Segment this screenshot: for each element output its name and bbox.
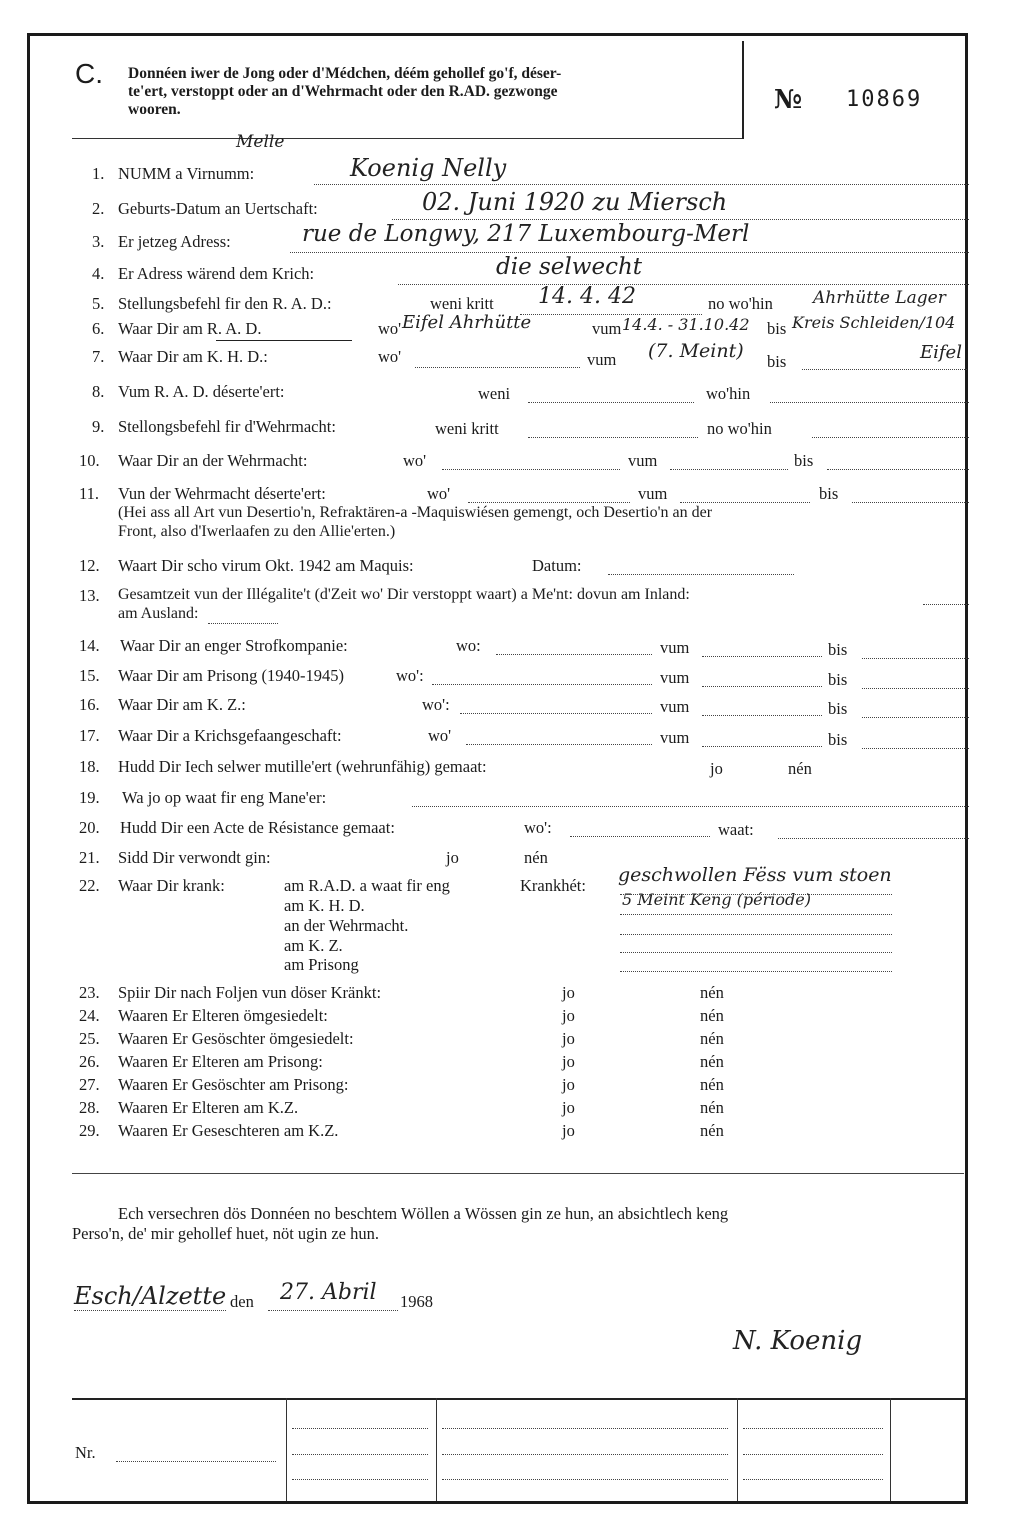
row-number: 26. (79, 1052, 100, 1071)
header-title-line3: wooren. (128, 101, 181, 118)
row-number: 15. (79, 666, 100, 685)
birth-value: 02. Juni 1920 zu Miersch (422, 188, 728, 216)
fill-line (608, 574, 794, 575)
row-label: Er jetzeg Adress: (118, 232, 231, 251)
sub-label: bis (828, 730, 848, 749)
sub-label: bis (828, 640, 848, 659)
sub-label: wo' (378, 319, 402, 338)
yes-option[interactable]: jo (562, 1121, 575, 1140)
yes-option[interactable]: jo (562, 1006, 575, 1025)
fill-line (702, 686, 822, 687)
fill-line (442, 469, 620, 470)
no-option[interactable]: nén (524, 848, 548, 867)
fill-line (923, 604, 969, 605)
fill-line (812, 437, 969, 438)
sub-label: no wo'hin (708, 294, 773, 313)
row-label: Stellongsbefehl fir d'Wehrmacht: (118, 417, 336, 436)
row-label: Waaren Er Gesöschter am Prisong: (118, 1075, 349, 1094)
sub-label: wo' (427, 484, 451, 503)
sub-label: weni kritt (435, 419, 499, 438)
sub-label: bis (819, 484, 839, 503)
fill-line (432, 684, 652, 685)
fill-line (702, 746, 822, 747)
row-label: Waaren Er Geseschteren am K.Z. (118, 1121, 339, 1140)
fill-line (468, 502, 630, 503)
row-number: 22. (79, 876, 100, 895)
row-label: Gesamtzeit vun der Illégalite't (d'Zeit wo' Dir verstoppt waart) a Me'nt: dovun am Inland: (118, 586, 690, 603)
maiden-name-note: Melle (236, 132, 285, 152)
row-label: Waar Dir krank: (118, 876, 225, 895)
no-option[interactable]: nén (700, 1075, 724, 1094)
fill-line (862, 658, 969, 659)
row-label: Waar Dir am Prisong (1940-1945) (118, 666, 344, 685)
no-option[interactable]: nén (700, 1006, 724, 1025)
row-label: Waar Dir a Krichsgefaangeschaft: (118, 726, 342, 745)
fill-line (460, 713, 652, 714)
no-option[interactable]: nén (700, 1052, 724, 1071)
khd-place: Eifel (920, 342, 962, 363)
row-number: 19. (79, 788, 100, 807)
sub-label: vum (660, 668, 690, 687)
den-label: den (230, 1292, 254, 1311)
fill-line (442, 1454, 728, 1455)
fill-line (802, 369, 967, 370)
sub-label: vum (628, 451, 658, 470)
fill-line (442, 1479, 728, 1480)
row-number: 9. (92, 417, 105, 436)
sub-label: wo' (428, 726, 452, 745)
nr-label: Nr. (75, 1443, 96, 1462)
row-label: Wa jo op waat fir eng Mane'er: (122, 788, 327, 807)
sub-label: am Ausland: (118, 605, 199, 622)
fill-line (680, 502, 810, 503)
sub-label: an der Wehrmacht. (284, 916, 409, 935)
row-label: NUMM a Virnumm: (118, 164, 255, 183)
row-label: Waar Dir an der Wehrmacht: (118, 451, 308, 470)
row-number: 5. (92, 294, 105, 313)
row-number: 29. (79, 1121, 100, 1140)
fill-line (862, 717, 969, 718)
footer-top-rule (72, 1398, 965, 1400)
declaration-line1: Ech versechren dös Donnéen no beschtem Wöllen a Wössen gin ze hun, an absichtlech keng (118, 1204, 729, 1223)
fill-line (670, 469, 788, 470)
fill-line (314, 184, 969, 185)
illness-value-2: 5 Meint Keng (période) (622, 890, 811, 909)
row-number: 2. (92, 199, 105, 218)
fill-line (862, 748, 969, 749)
sub-label: wo'hin (706, 384, 751, 403)
fill-line (702, 656, 822, 657)
yes-option[interactable]: jo (710, 759, 723, 778)
signature-date: 27. Abril (280, 1280, 377, 1305)
fill-line (827, 469, 969, 470)
sub-label: no wo'hin (707, 419, 772, 438)
form-sheet (27, 33, 968, 1504)
header-title-line1: Donnéen iwer de Jong oder d'Médchen, déém gehollef go'f, déser- (128, 65, 562, 82)
fill-line (620, 914, 892, 915)
fill-line (743, 1479, 883, 1480)
name-value: Koenig Nelly (350, 154, 507, 182)
fill-line (412, 806, 969, 807)
row-number: 1. (92, 164, 105, 183)
no-option[interactable]: nén (700, 1121, 724, 1140)
number-sign: № (774, 85, 803, 115)
fill-line (770, 402, 969, 403)
fill-line (620, 971, 892, 972)
fill-line (620, 894, 892, 895)
sub-label: Krankhét: (520, 876, 586, 895)
sub-label: wo': (396, 666, 424, 685)
no-option[interactable]: nén (700, 1098, 724, 1117)
yes-option[interactable]: jo (446, 848, 459, 867)
row-number: 7. (92, 347, 105, 366)
row-label: Waart Dir scho virum Okt. 1942 am Maquis: (118, 556, 414, 575)
header-divider (742, 41, 744, 139)
sub-label: wo': (524, 818, 552, 837)
fill-line (852, 502, 969, 503)
row-label: Waaren Er Elteren am K.Z. (118, 1098, 299, 1117)
sub-label: vum (660, 638, 690, 657)
sub-label: wo' (403, 451, 427, 470)
row-label: Waar Dir am K. Z.: (118, 695, 246, 714)
sub-label: waat: (718, 820, 754, 839)
row-label: Waar Dir am R. A. D. (118, 319, 262, 338)
declaration-line2: Perso'n, de' mir gehollef huet, nöt ugin ze hun. (72, 1224, 380, 1243)
row-label: Vum R. A. D. déserte'ert: (118, 382, 285, 401)
fill-line (116, 1461, 276, 1462)
row-label: Vun der Wehrmacht déserte'ert: (118, 484, 326, 503)
fill-line (392, 219, 969, 220)
sub-label: am K. H. D. (284, 896, 365, 915)
no-option[interactable]: nén (788, 759, 812, 778)
fill-line (292, 1479, 428, 1480)
header-title-line2: te'ert, verstoppt oder an d'Wehrmacht oder den R.AD. gezwonge (128, 83, 558, 100)
footer-col-divider (286, 1398, 287, 1501)
sub-label: vum (592, 319, 622, 338)
footer-col-divider (890, 1398, 891, 1501)
sub-label: bis (767, 352, 787, 371)
address-value: rue de Longwy, 217 Luxembourg-Merl (302, 221, 750, 247)
row-number: 25. (79, 1029, 100, 1048)
sub-label: weni (478, 384, 511, 403)
fill-line (620, 952, 892, 953)
sub-label: vum (638, 484, 668, 503)
yes-option[interactable]: jo (562, 1029, 575, 1048)
war-address-value: die selwecht (496, 254, 643, 280)
row-number: 8. (92, 382, 105, 401)
fill-line (415, 367, 580, 368)
fill-line (442, 1428, 728, 1429)
fill-line (620, 934, 892, 935)
rad-destination: Ahrhütte Lager (813, 288, 946, 308)
fill-line (74, 1310, 226, 1311)
row-number: 27. (79, 1075, 100, 1094)
underline-mark (216, 340, 352, 341)
fill-line (208, 623, 278, 624)
row-label: Waaren Er Elteren ömgesiedelt: (118, 1006, 328, 1025)
signature-name: N. Koenig (733, 1326, 863, 1356)
fill-line (528, 437, 698, 438)
sub-label: bis (828, 670, 848, 689)
row-number: 17. (79, 726, 100, 745)
row-number: 12. (79, 556, 100, 575)
fill-line (496, 654, 652, 655)
sub-label: am K. Z. (284, 936, 343, 955)
fill-line (528, 402, 694, 403)
sub-label: vum (660, 697, 690, 716)
fill-line (290, 252, 969, 253)
illness-value: geschwollen Fëss vum stoen (618, 864, 892, 886)
sub-label: am Prisong (284, 955, 359, 974)
sub-label: weni kritt (430, 294, 494, 313)
fill-line (292, 1428, 428, 1429)
row-number: 3. (92, 232, 105, 251)
row-label: Spiir Dir nach Foljen vun döser Kränkt: (118, 983, 382, 1002)
row-number: 20. (79, 818, 100, 837)
sub-label: bis (794, 451, 814, 470)
fill-line (466, 744, 652, 745)
row-number: 13. (79, 586, 100, 605)
yes-option[interactable]: jo (562, 1098, 575, 1117)
row-number: 18. (79, 757, 100, 776)
yes-option[interactable]: jo (562, 983, 575, 1002)
rad-place: Eifel Ahrhütte (402, 312, 532, 333)
row-label: Waar Dir am K. H. D.: (118, 347, 268, 366)
yes-option[interactable]: jo (562, 1075, 575, 1094)
row-label: Hudd Dir Iech selwer mutille'ert (wehrunfähig) gemaat: (118, 757, 487, 776)
sub-label: vum (660, 728, 690, 747)
row-note: Front, also d'Iwerlaafen zu den Allie'erten.) (118, 523, 396, 540)
row-number: 4. (92, 264, 105, 283)
sub-label: wo: (456, 636, 481, 655)
section-rule (72, 1173, 964, 1174)
sub-label: bis (767, 319, 787, 338)
sub-label: bis (828, 699, 848, 718)
row-label: Waaren Er Gesöschter ömgesiedelt: (118, 1029, 354, 1048)
row-label: Stellungsbefehl fir den R. A. D.: (118, 294, 332, 313)
row-number: 16. (79, 695, 100, 714)
sub-label: wo': (422, 695, 450, 714)
rad-period: 14.4. - 31.10.42 (622, 315, 750, 334)
sub-label: wo' (378, 347, 402, 366)
no-option[interactable]: nén (700, 983, 724, 1002)
row-number: 28. (79, 1098, 100, 1117)
sub-label: Datum: (532, 556, 582, 575)
row-label: Hudd Dir een Acte de Résistance gemaat: (120, 818, 395, 837)
row-number: 10. (79, 451, 100, 470)
row-label: Waar Dir an enger Strofkompanie: (120, 636, 348, 655)
no-option[interactable]: nén (700, 1029, 724, 1048)
row-label: Er Adress wärend dem Krich: (118, 264, 315, 283)
signature-year: 1968 (400, 1292, 433, 1311)
form-number: 10869 (846, 87, 923, 112)
fill-line (292, 1454, 428, 1455)
row-label: Waaren Er Elteren am Prisong: (118, 1052, 323, 1071)
fill-line (778, 838, 969, 839)
row-note: (Hei ass all Art vun Desertio'n, Refraktären-a -Maquiswiésen gemengt, och Desertio'n an der (118, 504, 713, 521)
row-number: 14. (79, 636, 100, 655)
rad-order-date: 14. 4. 42 (538, 284, 636, 309)
fill-line (570, 836, 710, 837)
fill-line (862, 688, 969, 689)
yes-option[interactable]: jo (562, 1052, 575, 1071)
row-number: 21. (79, 848, 100, 867)
fill-line (743, 1428, 883, 1429)
sub-label: am R.A.D. a waat fir eng (284, 876, 450, 895)
signature-place: Esch/Alzette (74, 1282, 227, 1310)
khd-period: (7. Meint) (648, 340, 744, 362)
row-number: 6. (92, 319, 105, 338)
fill-line (743, 1454, 883, 1455)
footer-col-divider (737, 1398, 738, 1501)
footer-col-divider (436, 1398, 437, 1501)
row-label: Sidd Dir verwondt gin: (118, 848, 271, 867)
section-letter: C. (75, 58, 103, 89)
sub-label: vum (587, 350, 617, 369)
fill-line (398, 284, 969, 285)
row-number: 11. (79, 484, 100, 503)
row-number: 24. (79, 1006, 100, 1025)
row-number: 23. (79, 983, 100, 1002)
fill-line (702, 715, 822, 716)
row-label: Geburts-Datum an Uertschaft: (118, 199, 318, 218)
rad-district: Kreis Schleiden/104 (792, 313, 956, 332)
fill-line (268, 1310, 398, 1311)
header-rule (72, 138, 742, 139)
